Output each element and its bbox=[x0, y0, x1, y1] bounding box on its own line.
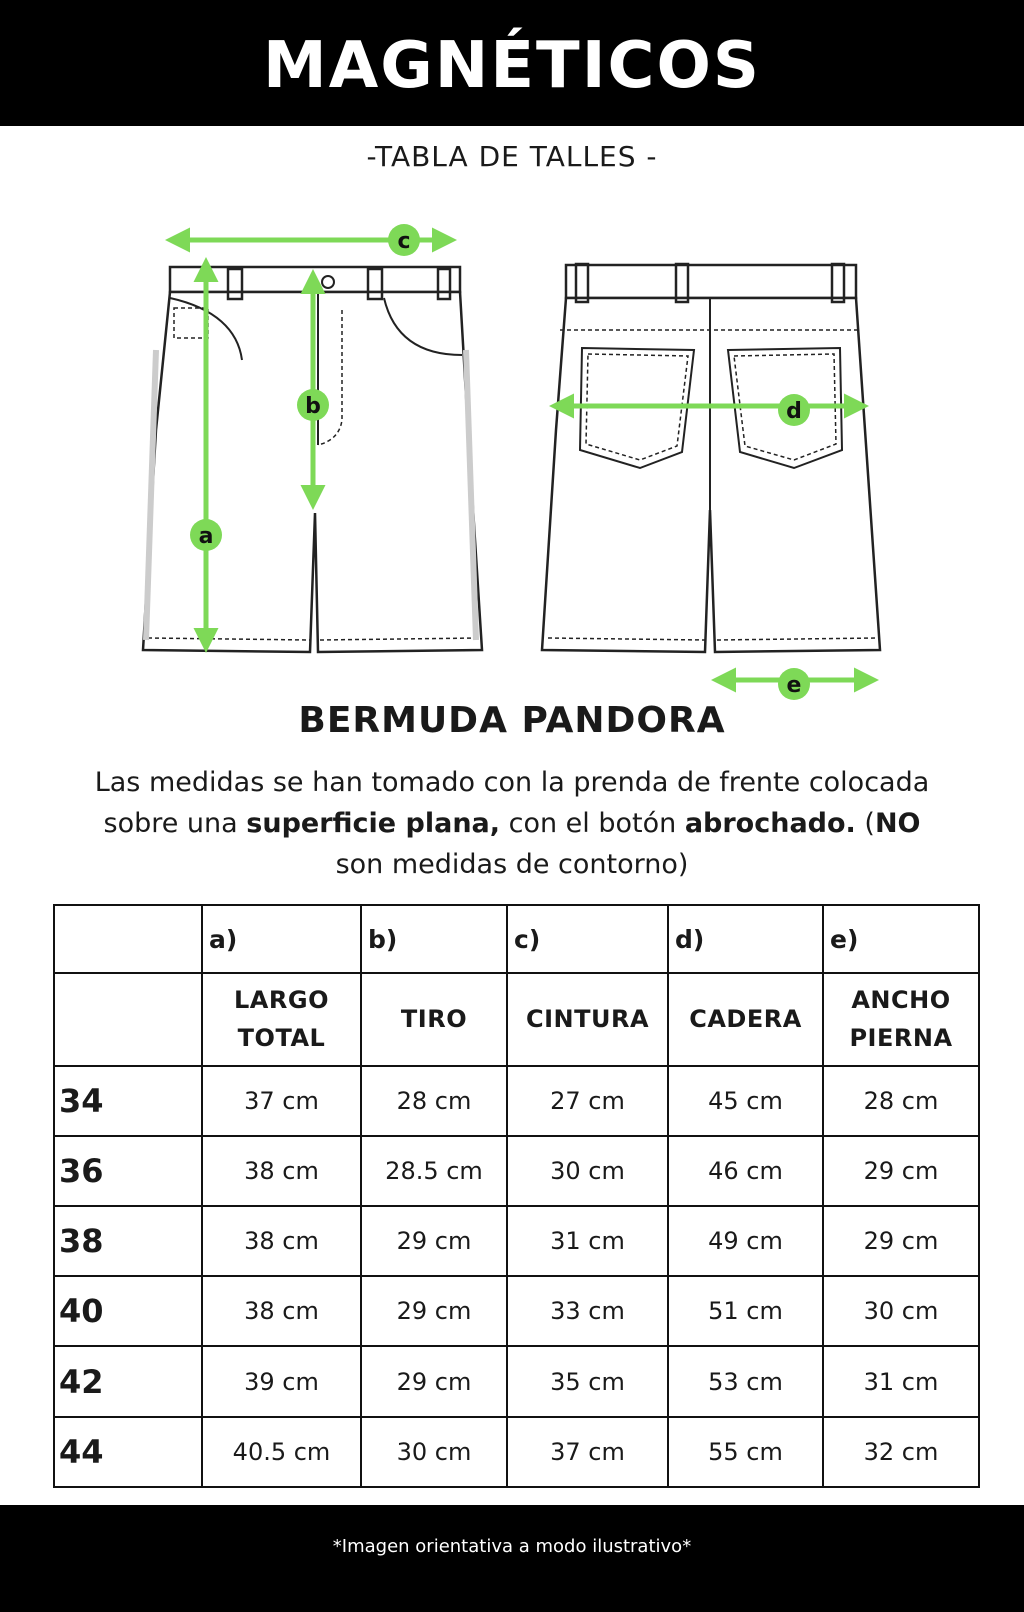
note-text-4: son medidas de contorno) bbox=[335, 849, 689, 880]
value-cell: 29 cm bbox=[823, 1136, 979, 1206]
value-cell: 29 cm bbox=[823, 1206, 979, 1276]
garment-diagram bbox=[0, 220, 1024, 710]
value-cell: 33 cm bbox=[507, 1276, 668, 1346]
value-cell: 30 cm bbox=[507, 1136, 668, 1206]
note-bold-3: NO bbox=[874, 808, 921, 839]
size-label: 38 bbox=[54, 1206, 202, 1276]
size-label: 42 bbox=[54, 1346, 202, 1416]
size-label: 44 bbox=[54, 1417, 202, 1487]
value-cell: 29 cm bbox=[361, 1276, 507, 1346]
col-name-cintura: CINTURA bbox=[507, 973, 668, 1065]
header-bar bbox=[0, 0, 1024, 126]
value-cell: 27 cm bbox=[507, 1066, 668, 1136]
value-cell: 38 cm bbox=[202, 1276, 361, 1346]
table-header-blank bbox=[54, 973, 202, 1065]
marker-b-label: b bbox=[305, 394, 321, 419]
value-cell: 38 cm bbox=[202, 1136, 361, 1206]
col-letter-b: b) bbox=[361, 905, 507, 973]
col-name-tiro: TIRO bbox=[361, 973, 507, 1065]
marker-a-label: a bbox=[198, 524, 214, 549]
value-cell: 28 cm bbox=[361, 1066, 507, 1136]
note-text-2: con el botón bbox=[500, 808, 685, 839]
marker-c-label: c bbox=[397, 229, 411, 254]
footer-bar bbox=[0, 1505, 1024, 1612]
marker-d-label: d bbox=[786, 399, 802, 424]
value-cell: 45 cm bbox=[668, 1066, 823, 1136]
value-cell: 37 cm bbox=[507, 1417, 668, 1487]
col-name-ancho-pierna: ANCHO PIERNA bbox=[823, 973, 979, 1065]
value-cell: 49 cm bbox=[668, 1206, 823, 1276]
table-row bbox=[54, 1417, 979, 1487]
col-letter-c: c) bbox=[507, 905, 668, 973]
value-cell: 31 cm bbox=[507, 1206, 668, 1276]
table-row bbox=[54, 1206, 979, 1276]
value-cell: 46 cm bbox=[668, 1136, 823, 1206]
table-letter-row bbox=[54, 905, 979, 973]
size-label: 34 bbox=[54, 1066, 202, 1136]
table-row bbox=[54, 1136, 979, 1206]
note-text-3: ( bbox=[855, 808, 875, 839]
value-cell: 55 cm bbox=[668, 1417, 823, 1487]
value-cell: 31 cm bbox=[823, 1346, 979, 1416]
page-subtitle: -TABLA DE TALLES - bbox=[366, 140, 658, 173]
note-bold-2: abrochado. bbox=[684, 808, 856, 839]
back-view-drawing bbox=[542, 264, 880, 652]
value-cell: 32 cm bbox=[823, 1417, 979, 1487]
marker-e-label: e bbox=[786, 673, 802, 698]
value-cell: 51 cm bbox=[668, 1276, 823, 1346]
table-corner-cell bbox=[54, 905, 202, 973]
table-row bbox=[54, 1346, 979, 1416]
product-name: BERMUDA PANDORA bbox=[298, 700, 726, 741]
value-cell: 53 cm bbox=[668, 1346, 823, 1416]
footer-disclaimer: *Imagen orientativa a modo ilustrativo* bbox=[332, 1536, 692, 1557]
value-cell: 35 cm bbox=[507, 1346, 668, 1416]
value-cell: 28 cm bbox=[823, 1066, 979, 1136]
size-label: 40 bbox=[54, 1276, 202, 1346]
col-letter-e: e) bbox=[823, 905, 979, 973]
value-cell: 40.5 cm bbox=[202, 1417, 361, 1487]
value-cell: 30 cm bbox=[361, 1417, 507, 1487]
col-name-largo-total: LARGO TOTAL bbox=[202, 973, 361, 1065]
value-cell: 29 cm bbox=[361, 1206, 507, 1276]
note-bold-1: superficie plana, bbox=[246, 808, 501, 839]
value-cell: 29 cm bbox=[361, 1346, 507, 1416]
table-row bbox=[54, 1066, 979, 1136]
size-table bbox=[53, 904, 980, 1488]
brand-title: MAGNÉTICOS bbox=[263, 29, 761, 103]
col-name-cadera: CADERA bbox=[668, 973, 823, 1065]
size-label: 36 bbox=[54, 1136, 202, 1206]
value-cell: 37 cm bbox=[202, 1066, 361, 1136]
table-row bbox=[54, 1276, 979, 1346]
measurement-note bbox=[90, 762, 934, 885]
table-header-row bbox=[54, 973, 979, 1065]
col-letter-d: d) bbox=[668, 905, 823, 973]
value-cell: 30 cm bbox=[823, 1276, 979, 1346]
value-cell: 28.5 cm bbox=[361, 1136, 507, 1206]
note-text-1: Las medidas se han tomado con la prenda de frente colocada sobre una bbox=[94, 767, 930, 839]
value-cell: 38 cm bbox=[202, 1206, 361, 1276]
col-letter-a: a) bbox=[202, 905, 361, 973]
value-cell: 39 cm bbox=[202, 1346, 361, 1416]
